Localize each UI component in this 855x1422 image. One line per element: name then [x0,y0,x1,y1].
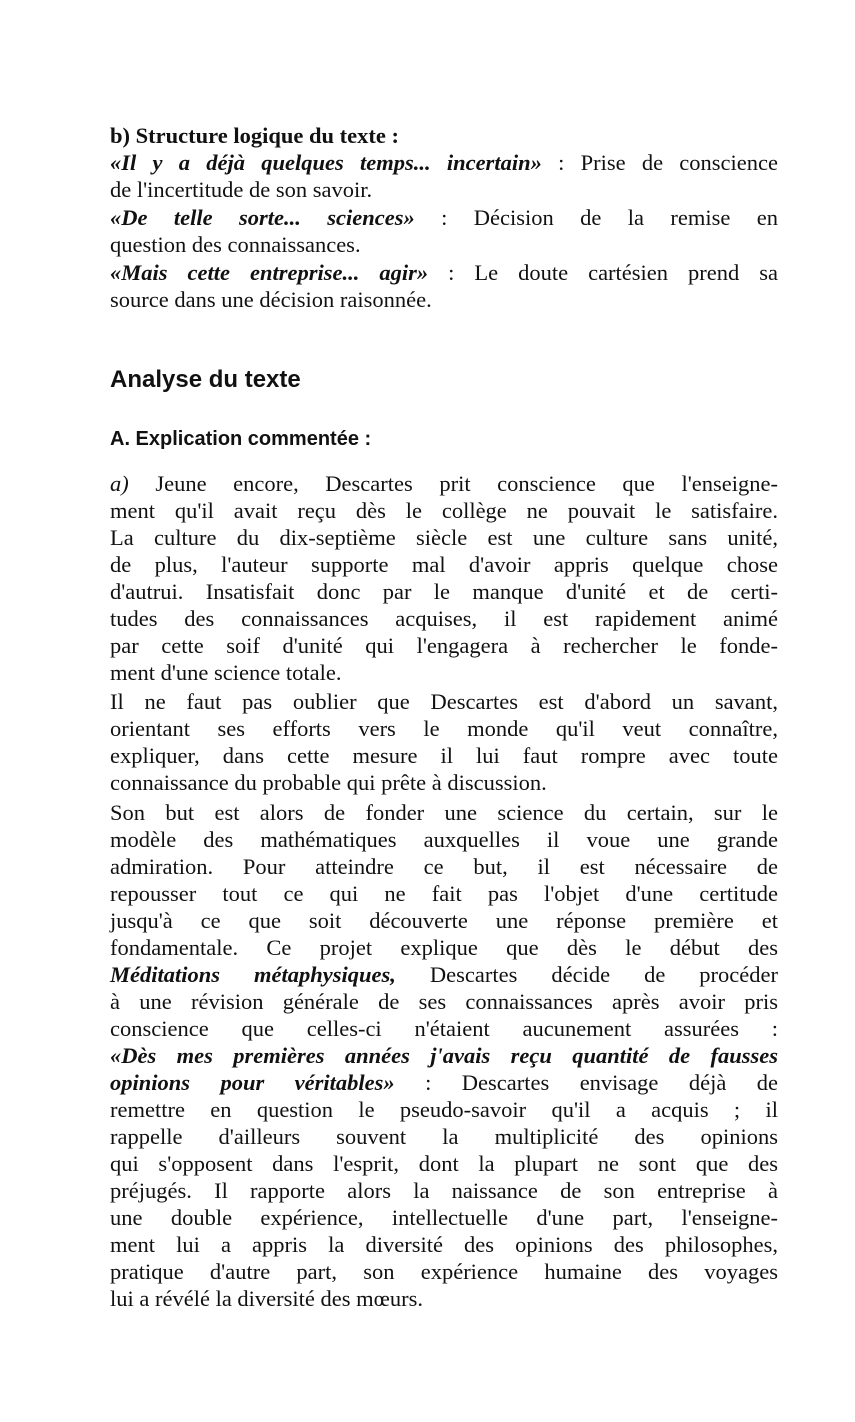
text-span: : Le doute cartésien prend sa [428,260,778,285]
body-line: conscience que celles-ci n'étaient aucunement assurées : [110,1016,778,1041]
section-heading: b) Structure logique du texte : [110,123,399,148]
body-line: par cette soif d'unité qui l'engagera à rechercher le fonde- [110,633,778,658]
body-line: de plus, l'auteur supporte mal d'avoir appris quelque chose [110,552,778,577]
structure-line [110,259,778,286]
body-line: tudes des connaissances acquises, il est rapidement animé [110,606,778,631]
text-span: : Prise de conscience [541,150,778,175]
body-line: à une révision générale de ses connaissances après avoir pris [110,989,778,1014]
body-line: préjugés. Il rapporte alors la naissance de son entreprise à [110,1178,778,1203]
body-line: Son but est alors de fonder une science du certain, sur le [110,800,778,825]
body-line [110,1069,778,1096]
body-line: connaissance du probable qui prête à discussion. [110,770,547,795]
body-line: lui a révélé la diversité des mœurs. [110,1286,424,1311]
section-title: Analyse du texte [110,366,301,393]
text-quote: «Mais cette entreprise... agir» [110,260,429,285]
body-line: ment qu'il avait reçu dès le collège ne pouvait le satisfaire. [110,498,778,523]
body-line: rappelle d'ailleurs souvent la multiplicité des opinions [110,1124,778,1149]
text-quote: «De telle sorte... sciences» [110,205,415,230]
structure-line: de l'incertitude de son savoir. [110,177,373,202]
text-quote: opinions pour véritables» [110,1070,395,1095]
body-line: expliquer, dans cette mesure il lui faut rompre avec toute [110,743,778,768]
body-line: Il ne faut pas oublier que Descartes est d'abord un savant, [110,689,778,714]
text-quote: «Il y a déjà quelques temps... incertain» [110,150,542,175]
body-line: repousser tout ce qui ne fait pas l'objet d'une certitude [110,881,778,906]
text-span: : Descartes envisage déjà de [394,1070,779,1095]
subsection-title: A. Explication commentée : [110,428,372,450]
structure-line [110,204,778,231]
body-line [110,470,778,497]
body-line: remettre en question le pseudo-savoir qu'il a acquis ; il [110,1097,778,1122]
body-line [110,1042,778,1069]
body-line: jusqu'à ce que soit découverte une réponse première et [110,908,778,933]
body-line [110,961,778,988]
text-quote: «Dès mes premières années j'avais reçu quantité de fausses [110,1043,778,1068]
text-span: Descartes décide de procéder [395,962,778,987]
body-line: modèle des mathématiques auxquelles il voue une grande [110,827,778,852]
body-line: admiration. Pour atteindre ce but, il est nécessaire de [110,854,778,879]
body-line: pratique d'autre part, son expérience humaine des voyages [110,1259,778,1284]
body-line: ment d'une science totale. [110,660,342,685]
structure-line: question des connaissances. [110,232,361,257]
body-line: La culture du dix-septième siècle est une culture sans unité, [110,525,778,550]
text-span: Jeune encore, Descartes prit conscience que l'enseigne- [128,471,778,496]
body-line: ment lui a appris la diversité des opinions des philosophes, [110,1232,778,1257]
body-line: qui s'opposent dans l'esprit, dont la plupart ne sont que des [110,1151,778,1176]
paragraph-label: a) [110,471,129,496]
body-line: d'autrui. Insatisfait donc par le manque d'unité et de certi- [110,579,778,604]
book-title: Méditations métaphysiques, [110,962,396,987]
body-line: fondamentale. Ce projet explique que dès le début des [110,935,778,960]
structure-line [110,149,778,176]
body-line: orientant ses efforts vers le monde qu'il veut connaître, [110,716,778,741]
structure-line: source dans une décision raisonnée. [110,287,432,312]
text-span: : Décision de la remise en [414,205,778,230]
body-line: une double expérience, intellectuelle d'une part, l'enseigne- [110,1205,778,1230]
